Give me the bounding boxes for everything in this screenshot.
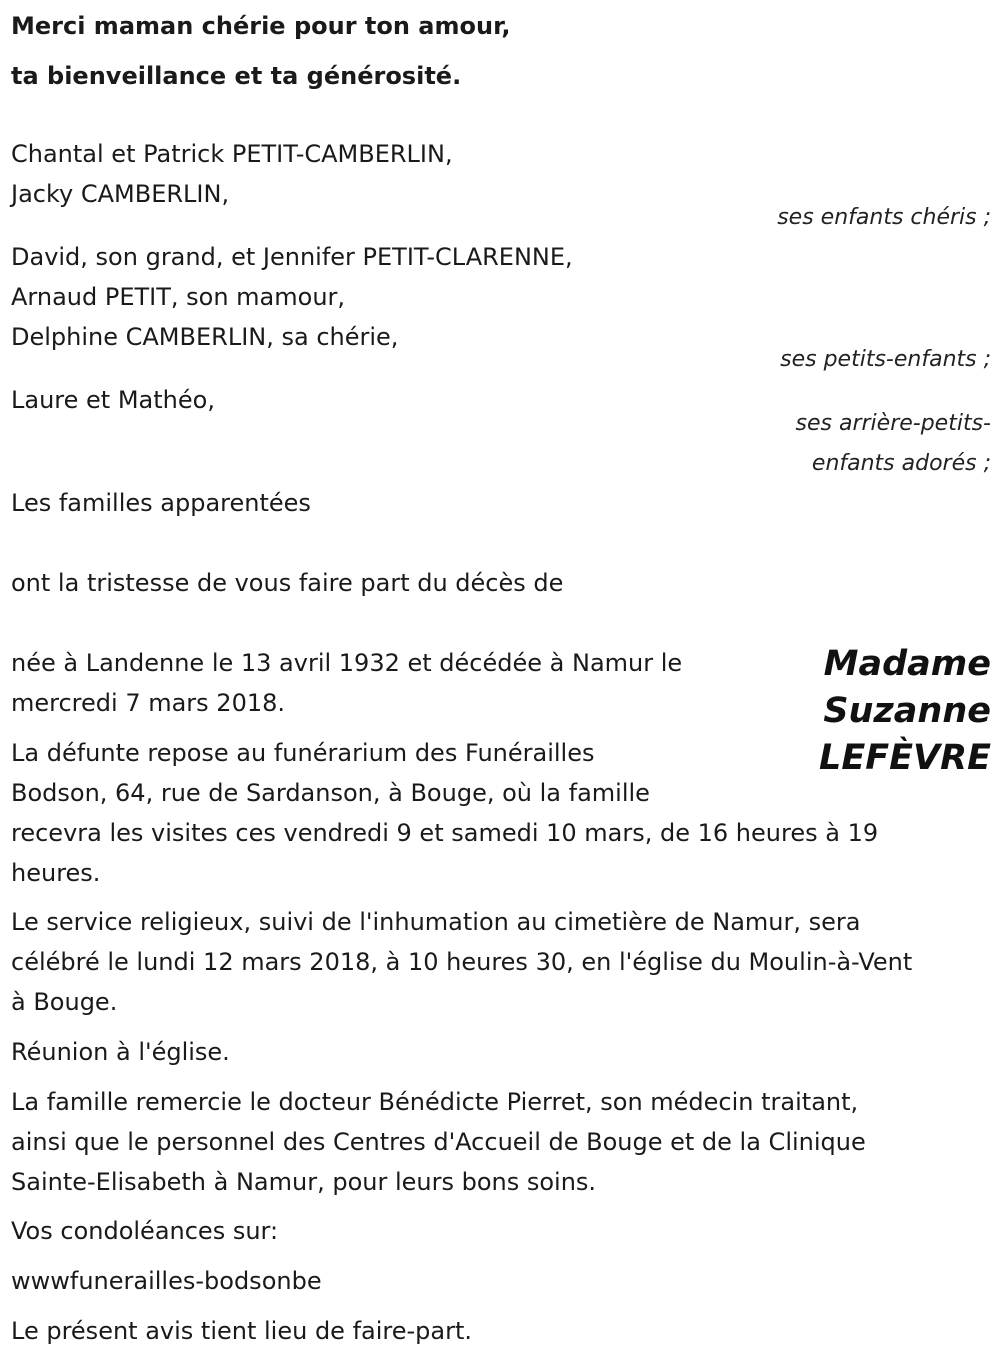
repose-line-3: recevra les visites ces vendredi 9 et samedi 10 mars, de 16 heures à 19 bbox=[11, 819, 879, 847]
deceased-first-name: Suzanne bbox=[823, 691, 991, 731]
notice-line: Le présent avis tient lieu de faire-part. bbox=[11, 1317, 473, 1345]
repose-line-1: La défunte repose au funérarium des Funérailles bbox=[11, 739, 595, 767]
thanks-line-1: La famille remercie le docteur Bénédicte Pierret, son médecin traitant, bbox=[11, 1088, 859, 1116]
service-line-2: célébré le lundi 12 mars 2018, à 10 heures 30, en l'église du Moulin-à-Vent bbox=[11, 948, 913, 976]
deceased-title: Madame bbox=[823, 644, 991, 684]
families-line: Les familles apparentées bbox=[11, 489, 311, 517]
deceased-name-block bbox=[819, 641, 991, 782]
website-link[interactable]: wwwfunerailles-bodsonbe bbox=[11, 1267, 322, 1295]
deceased-last-name: LEFÈVRE bbox=[819, 738, 991, 778]
children-name-1: Chantal et Patrick PETIT-CAMBERLIN, bbox=[11, 140, 453, 168]
children-name-2: Jacky CAMBERLIN, bbox=[11, 180, 230, 208]
reunion-line: Réunion à l'église. bbox=[11, 1038, 230, 1066]
grandchildren-name-1: David, son grand, et Jennifer PETIT-CLARENNE, bbox=[11, 243, 573, 271]
grandchildren-name-3: Delphine CAMBERLIN, sa chérie, bbox=[11, 323, 399, 351]
repose-line-4: heures. bbox=[11, 859, 101, 887]
thanks-line-3: Sainte-Elisabeth à Namur, pour leurs bons soins. bbox=[11, 1168, 597, 1196]
great-grandchildren-name: Laure et Mathéo, bbox=[11, 386, 215, 414]
birth-death-line-1: née à Landenne le 13 avril 1932 et décédée à Namur le bbox=[11, 649, 683, 677]
grandchildren-relation: ses petits-enfants ; bbox=[780, 347, 991, 372]
service-line-1: Le service religieux, suivi de l'inhumation au cimetière de Namur, sera bbox=[11, 908, 861, 936]
headline-line-1: Merci maman chérie pour ton amour, bbox=[11, 12, 511, 40]
headline-line-2: ta bienveillance et ta générosité. bbox=[11, 62, 462, 90]
announcement-line: ont la tristesse de vous faire part du décès de bbox=[11, 569, 564, 597]
repose-line-2: Bodson, 64, rue de Sardanson, à Bouge, où la famille bbox=[11, 779, 650, 807]
birth-death-line-2: mercredi 7 mars 2018. bbox=[11, 689, 286, 717]
great-grandchildren-relation-1: ses arrière-petits- bbox=[795, 411, 991, 436]
great-grandchildren-relation-2: enfants adorés ; bbox=[811, 451, 991, 476]
thanks-line-2: ainsi que le personnel des Centres d'Accueil de Bouge et de la Clinique bbox=[11, 1128, 866, 1156]
children-relation: ses enfants chéris ; bbox=[777, 205, 991, 230]
service-line-3: à Bouge. bbox=[11, 988, 118, 1016]
condolences-label: Vos condoléances sur: bbox=[11, 1217, 279, 1245]
grandchildren-name-2: Arnaud PETIT, son mamour, bbox=[11, 283, 346, 311]
